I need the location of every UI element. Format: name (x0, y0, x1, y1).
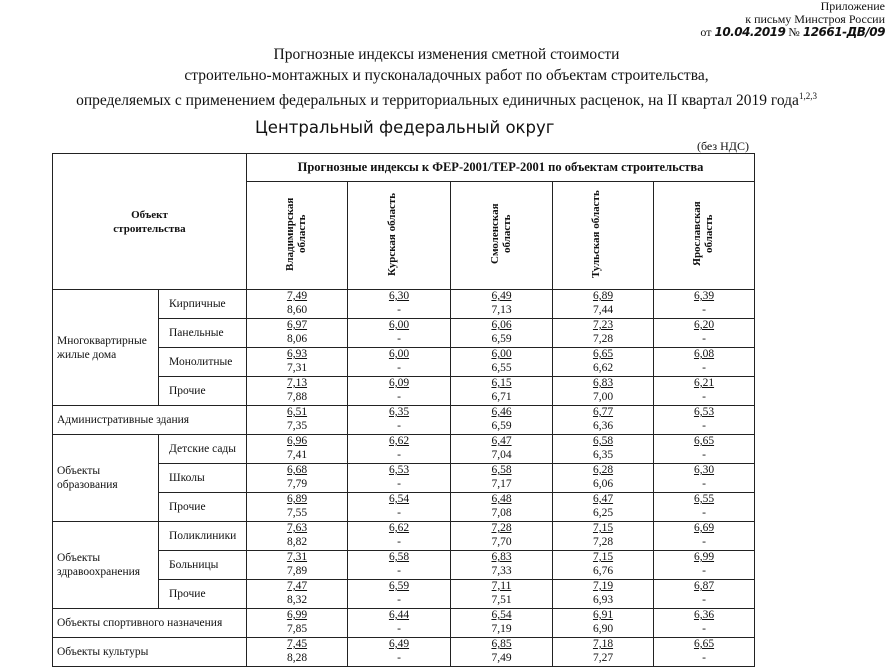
ter-index-value: 7,28 (592, 332, 614, 345)
index-value-cell (247, 377, 348, 406)
title-footnotes: 1,2,3 (798, 91, 817, 101)
index-value-cell (553, 493, 654, 522)
fer-index-value: 6,06 (491, 319, 512, 331)
index-value-cell (348, 464, 451, 493)
ter-index-value: - (702, 593, 706, 606)
fer-index-value: 7,28 (491, 522, 512, 534)
fer-index-value: 6,65 (693, 435, 715, 447)
region-header-text: Курская область (386, 191, 398, 276)
ter-index-value: - (702, 477, 706, 490)
ter-index-value: 6,62 (592, 361, 614, 374)
index-value-cell (247, 522, 348, 551)
object-header (53, 154, 247, 290)
index-value-cell (247, 435, 348, 464)
ter-index-value: - (397, 535, 401, 548)
fer-index-value: 7,13 (286, 377, 308, 389)
index-value-cell (348, 609, 451, 638)
fer-index-value: 6,68 (286, 464, 308, 476)
handwritten-number: 12661-ДВ/09 (802, 25, 885, 39)
ter-index-value: - (397, 622, 401, 635)
index-value-cell (654, 522, 755, 551)
ter-index-value: 7,00 (592, 390, 614, 403)
ter-index-value: 7,44 (592, 303, 614, 316)
index-value-cell (451, 638, 553, 667)
index-value-cell (553, 348, 654, 377)
index-value-cell (654, 464, 755, 493)
index-value-cell (247, 551, 348, 580)
index-value-cell (247, 290, 348, 319)
fer-index-value: 6,87 (693, 580, 715, 592)
fer-index-value: 7,15 (592, 522, 614, 534)
ter-index-value: 6,90 (592, 622, 614, 635)
fer-index-value: 6,30 (693, 464, 715, 476)
region-header (553, 182, 654, 290)
index-value-cell (451, 435, 553, 464)
index-value-cell (451, 580, 553, 609)
index-value-cell (348, 435, 451, 464)
ter-index-value: 8,82 (286, 535, 308, 548)
index-value-cell (451, 319, 553, 348)
subcategory-cell: Прочие (159, 377, 247, 406)
subcategory-cell: Школы (159, 464, 247, 493)
ter-index-value: 6,76 (592, 564, 614, 577)
ter-index-value: - (702, 390, 706, 403)
appendix-from: от (700, 25, 712, 39)
index-value-cell (553, 580, 654, 609)
ter-index-value: 6,59 (491, 332, 512, 345)
index-value-cell (553, 406, 654, 435)
fer-index-value: 6,89 (592, 290, 614, 302)
index-value-cell (247, 464, 348, 493)
table-row (53, 580, 755, 609)
ter-index-value: 6,25 (592, 506, 614, 519)
fer-index-value: 6,85 (491, 638, 512, 650)
fer-index-value: 6,58 (592, 435, 614, 447)
fer-index-value: 6,62 (388, 435, 410, 447)
index-value-cell (654, 551, 755, 580)
index-value-cell (348, 348, 451, 377)
index-value-cell (451, 609, 553, 638)
index-value-cell (348, 377, 451, 406)
ter-index-value: 7,33 (491, 564, 512, 577)
ter-index-value: - (397, 651, 401, 664)
table-row (53, 551, 755, 580)
fer-index-value: 6,00 (388, 348, 410, 360)
title-line-1: Прогнозные индексы изменения сметной стоимости (273, 46, 620, 63)
fer-index-value: 6,51 (286, 406, 308, 418)
category-cell: Объекты здравоохранения (53, 522, 159, 609)
fer-index-value: 7,45 (286, 638, 308, 650)
index-value-cell (348, 319, 451, 348)
ter-index-value: - (702, 622, 706, 635)
ter-index-value: 8,28 (286, 651, 308, 664)
fer-index-value: 6,49 (491, 290, 512, 302)
fer-index-value: 6,36 (693, 609, 715, 621)
ter-index-value: 6,71 (491, 390, 512, 403)
index-value-cell (451, 493, 553, 522)
fer-index-value: 6,35 (388, 406, 410, 418)
fer-index-value: 6,30 (388, 290, 410, 302)
subcategory-cell: Прочие (159, 493, 247, 522)
ter-index-value: - (397, 419, 401, 432)
region-header (451, 182, 553, 290)
ter-index-value: - (702, 303, 706, 316)
category-cell: Многоквартирные жилые дома (53, 290, 159, 406)
index-value-cell (247, 406, 348, 435)
region-header (654, 182, 755, 290)
category-cell: Административные здания (53, 406, 247, 435)
ter-index-value: 7,19 (491, 622, 512, 635)
ter-index-value: - (397, 390, 401, 403)
ter-index-value: - (397, 506, 401, 519)
index-value-cell (451, 290, 553, 319)
index-value-cell (654, 406, 755, 435)
index-value-cell (553, 464, 654, 493)
table-row (53, 609, 755, 638)
ter-index-value: 6,93 (592, 593, 614, 606)
fer-index-value: 7,19 (592, 580, 614, 592)
ter-index-value: - (397, 564, 401, 577)
index-value-cell (654, 377, 755, 406)
table-row (53, 348, 755, 377)
index-value-cell (553, 290, 654, 319)
index-value-cell (451, 348, 553, 377)
index-value-cell (348, 638, 451, 667)
document-title (0, 44, 893, 111)
ter-index-value: - (397, 593, 401, 606)
ter-index-value: 7,89 (286, 564, 308, 577)
ter-index-value: 7,51 (491, 593, 512, 606)
index-value-cell (654, 290, 755, 319)
fer-index-value: 7,18 (592, 638, 614, 650)
fer-index-value: 6,58 (491, 464, 512, 476)
index-value-cell (654, 435, 755, 464)
ter-index-value: 7,70 (491, 535, 512, 548)
index-value-cell (451, 464, 553, 493)
ter-index-value: - (397, 361, 401, 374)
fer-index-value: 6,20 (693, 319, 715, 331)
region-header-text: Ярославская область (691, 201, 715, 266)
index-value-cell (654, 580, 755, 609)
ter-index-value: 7,27 (592, 651, 614, 664)
index-value-cell (451, 406, 553, 435)
ter-index-value: - (702, 419, 706, 432)
index-value-cell (553, 435, 654, 464)
appendix-letter-ref: к письму Минстроя России (745, 12, 885, 26)
fer-index-value: 6,53 (693, 406, 715, 418)
fer-index-value: 6,58 (388, 551, 410, 563)
fer-index-value: 6,47 (491, 435, 512, 447)
table-row (53, 377, 755, 406)
ter-index-value: 7,17 (491, 477, 512, 490)
fer-index-value: 6,59 (388, 580, 410, 592)
fer-index-value: 6,69 (693, 522, 715, 534)
table-row (53, 406, 755, 435)
fer-index-value: 6,53 (388, 464, 410, 476)
index-value-cell (247, 348, 348, 377)
index-value-cell (348, 522, 451, 551)
fer-index-value: 6,15 (491, 377, 512, 389)
fer-index-value: 7,31 (286, 551, 308, 563)
fer-index-value: 6,54 (388, 493, 410, 505)
ter-index-value: 8,06 (286, 332, 308, 345)
index-value-cell (553, 319, 654, 348)
index-value-cell (247, 493, 348, 522)
subcategory-cell: Кирпичные (159, 290, 247, 319)
number-sign: № (788, 25, 800, 39)
appendix-block (700, 0, 885, 39)
subcategory-cell: Поликлиники (159, 522, 247, 551)
ter-index-value: 7,55 (286, 506, 308, 519)
index-value-cell (654, 638, 755, 667)
subcategory-cell: Прочие (159, 580, 247, 609)
fer-index-value: 6,62 (388, 522, 410, 534)
fer-index-value: 6,97 (286, 319, 308, 331)
ter-index-value: - (702, 332, 706, 345)
category-cell: Объекты спортивного назначения (53, 609, 247, 638)
ter-index-value: 6,59 (491, 419, 512, 432)
fer-index-value: 6,28 (592, 464, 614, 476)
fer-index-value: 7,47 (286, 580, 308, 592)
fer-index-value: 6,96 (286, 435, 308, 447)
index-value-cell (348, 551, 451, 580)
ter-index-value: 7,08 (491, 506, 512, 519)
ter-index-value: 7,79 (286, 477, 308, 490)
index-value-cell (553, 551, 654, 580)
category-cell: Объекты образования (53, 435, 159, 522)
ter-index-value: - (702, 651, 706, 664)
fer-index-value: 6,83 (491, 551, 512, 563)
table-row (53, 435, 755, 464)
ter-index-value: 7,85 (286, 622, 308, 635)
header-row-1 (53, 154, 755, 182)
fer-index-value: 6,91 (592, 609, 614, 621)
ter-index-value: 7,49 (491, 651, 512, 664)
region-header (247, 182, 348, 290)
fer-index-value: 6,93 (286, 348, 308, 360)
subcategory-cell: Панельные (159, 319, 247, 348)
fer-index-value: 6,00 (388, 319, 410, 331)
handwritten-date: 10.04.2019 (714, 25, 786, 39)
index-value-cell (553, 638, 654, 667)
ter-index-value: 7,31 (286, 361, 308, 374)
ter-index-value: 8,32 (286, 593, 308, 606)
fer-index-value: 6,49 (388, 638, 410, 650)
ter-index-value: - (702, 506, 706, 519)
fer-index-value: 6,77 (592, 406, 614, 418)
index-value-cell (247, 580, 348, 609)
ter-index-value: - (702, 361, 706, 374)
index-value-cell (654, 493, 755, 522)
fer-index-value: 7,23 (592, 319, 614, 331)
ter-index-value: 7,28 (592, 535, 614, 548)
index-value-cell (654, 609, 755, 638)
fer-index-value: 6,39 (693, 290, 715, 302)
table-row (53, 638, 755, 667)
fer-index-value: 6,89 (286, 493, 308, 505)
table-row (53, 522, 755, 551)
district-title: Центральный федеральный округ (255, 118, 555, 137)
index-value-cell (247, 319, 348, 348)
fer-index-value: 6,08 (693, 348, 715, 360)
fer-index-value: 7,49 (286, 290, 308, 302)
region-header-text: Смоленская область (488, 203, 513, 264)
ter-index-value: 6,35 (592, 448, 614, 461)
category-cell: Объекты культуры (53, 638, 247, 667)
index-value-cell (247, 609, 348, 638)
fer-index-value: 6,48 (491, 493, 512, 505)
fer-index-value: 7,63 (286, 522, 308, 534)
fer-index-value: 6,55 (693, 493, 715, 505)
object-header-text: Объект строительства (113, 208, 186, 235)
index-value-cell (451, 551, 553, 580)
index-value-cell (348, 406, 451, 435)
ter-index-value: 6,55 (491, 361, 512, 374)
index-value-cell (348, 290, 451, 319)
subcategory-cell: Больницы (159, 551, 247, 580)
vat-note: (без НДС) (696, 139, 749, 153)
ter-index-value: 7,88 (286, 390, 308, 403)
fer-index-value: 6,46 (491, 406, 512, 418)
title-line-3-text: определяемых с применением федеральных и территориальных единичных расценок, на II квартал 2019 года (76, 92, 799, 110)
ter-index-value: - (397, 332, 401, 345)
fer-index-value: 6,47 (592, 493, 614, 505)
index-value-cell (247, 638, 348, 667)
fer-index-value: 6,54 (491, 609, 512, 621)
fer-index-value: 6,44 (388, 609, 410, 621)
appendix-label: Приложение (820, 0, 885, 13)
index-value-cell (451, 522, 553, 551)
appendix-date-number (700, 26, 885, 39)
title-line-3 (0, 86, 893, 111)
index-value-cell (451, 377, 553, 406)
table-row (53, 290, 755, 319)
region-header-text: Владимирская область (284, 196, 308, 271)
fer-index-value: 6,00 (491, 348, 512, 360)
ter-index-value: 7,04 (491, 448, 512, 461)
ter-index-value: 6,36 (592, 419, 614, 432)
title-line-2: строительно-монтажных и пусконаладочных работ по объектам строительства, (184, 67, 709, 84)
ter-index-value: - (702, 564, 706, 577)
subcategory-cell: Детские сады (159, 435, 247, 464)
table-row (53, 464, 755, 493)
ter-index-value: 7,13 (491, 303, 512, 316)
fer-index-value: 6,99 (693, 551, 715, 563)
fer-index-value: 6,65 (592, 348, 614, 360)
index-value-cell (553, 522, 654, 551)
index-value-cell (553, 377, 654, 406)
table-row (53, 493, 755, 522)
ter-index-value: - (397, 448, 401, 461)
ter-index-value: - (702, 448, 706, 461)
ter-index-value: 7,41 (286, 448, 308, 461)
fer-index-value: 7,15 (592, 551, 614, 563)
index-value-cell (553, 609, 654, 638)
fer-index-value: 6,65 (693, 638, 715, 650)
ter-index-value: 6,06 (592, 477, 614, 490)
index-table (52, 153, 755, 667)
table-row (53, 319, 755, 348)
ter-index-value: 7,35 (286, 419, 308, 432)
ter-index-value: - (702, 535, 706, 548)
fer-index-value: 6,99 (286, 609, 308, 621)
ter-index-value: - (397, 303, 401, 316)
index-value-cell (654, 319, 755, 348)
fer-index-value: 6,09 (388, 377, 410, 389)
ter-index-value: - (397, 477, 401, 490)
group-header: Прогнозные индексы к ФЕР-2001/ТЕР-2001 по объектам строительства (247, 154, 755, 182)
fer-index-value: 6,83 (592, 377, 614, 389)
region-header (348, 182, 451, 290)
ter-index-value: 8,60 (286, 303, 308, 316)
index-value-cell (654, 348, 755, 377)
index-value-cell (348, 580, 451, 609)
fer-index-value: 6,21 (693, 377, 715, 389)
region-header-text: Тульская область (590, 189, 602, 278)
index-value-cell (348, 493, 451, 522)
subcategory-cell: Монолитные (159, 348, 247, 377)
fer-index-value: 7,11 (491, 580, 512, 592)
